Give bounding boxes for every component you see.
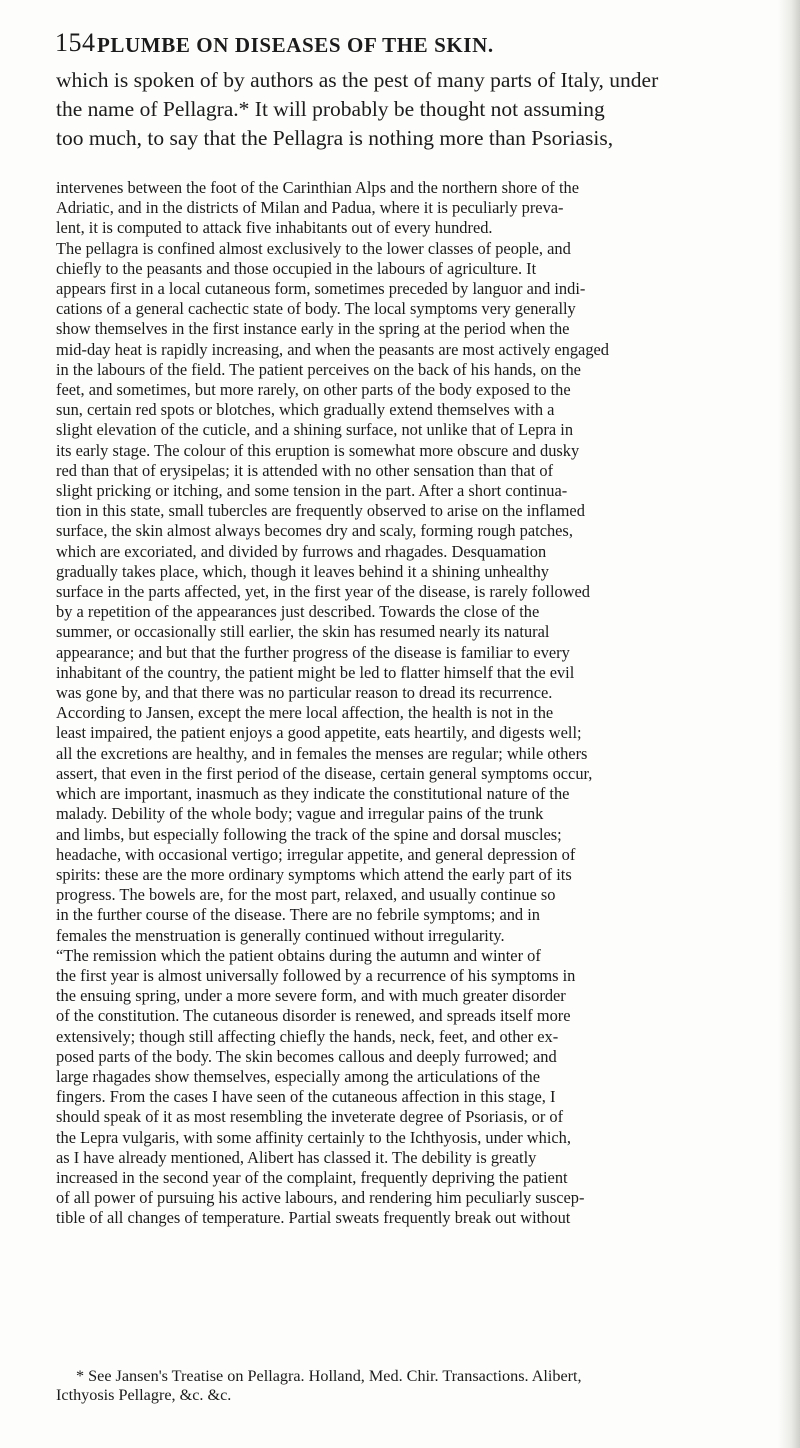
text-line: feet, and sometimes, but more rarely, on other parts of the body exposed to the [56, 380, 571, 400]
text-line: should speak of it as most resembling the inveterate degree of Psoriasis, or of [56, 1107, 564, 1127]
text-line: appears first in a local cutaneous form, sometimes preceded by languor and indi- [56, 279, 586, 299]
text-line: malady. Debility of the whole body; vague and irregular pains of the trunk [56, 804, 544, 824]
text-line: as I have already mentioned, Alibert has classed it. The debility is greatly [56, 1147, 537, 1167]
text-line: females the menstruation is generally continued without irregularity. [56, 925, 505, 945]
text-line: show themselves in the first instance early in the spring at the period when the [56, 319, 570, 339]
text-line: in the further course of the disease. There are no febrile symptoms; and in [56, 905, 540, 925]
text-line: chiefly to the peasants and those occupied in the labours of agriculture. It [56, 258, 537, 278]
text-line: all the excretions are healthy, and in females the menses are regular; while others [56, 743, 588, 763]
body-text [56, 178, 792, 1229]
text-line: gradually takes place, which, though it leaves behind it a shining unhealthy [56, 561, 549, 581]
text-line: spirits: these are the more ordinary symptoms which attend the early part of its [56, 864, 572, 884]
text-line: summer, or occasionally still earlier, the skin has resumed nearly its natural [56, 622, 550, 642]
text-line: was gone by, and that there was no particular reason to dread its recurrence. [56, 683, 553, 703]
text-line: mid-day heat is rapidly increasing, and when the peasants are most actively engaged [56, 339, 609, 359]
text-line: its early stage. The colour of this eruption is somewhat more obscure and dusky [56, 440, 580, 460]
text-line: large rhagades show themselves, especially among the articulations of the [56, 1066, 540, 1086]
running-title: PLUMBE ON DISEASES OF THE SKIN. [97, 33, 494, 57]
text-line: posed parts of the body. The skin becomes callous and deeply furrowed; and [56, 1046, 557, 1066]
text-line: According to Jansen, except the mere local affection, the health is not in the [56, 703, 554, 723]
text-line: Adriatic, and in the districts of Milan and Padua, where it is peculiarly preva- [56, 198, 564, 218]
text-line: extensively; though still affecting chiefly the hands, neck, feet, and other ex- [56, 1026, 559, 1046]
text-line: headache, with occasional vertigo; irregular appetite, and general depression of [56, 844, 576, 864]
footnote [56, 1367, 796, 1405]
footnote-line: * See Jansen's Treatise on Pellagra. Holland, Med. Chir. Transactions. Alibert, [76, 1367, 582, 1385]
text-line: the Lepra vulgaris, with some affinity certainly to the Ichthyosis, under which, [56, 1127, 571, 1147]
text-line: fingers. From the cases I have seen of the cutaneous affection in this stage, I [56, 1087, 556, 1107]
page-number: 154 [55, 28, 96, 57]
text-line: progress. The bowels are, for the most part, relaxed, and usually continue so [56, 885, 556, 905]
text-line: too much, to say that the Pellagra is nothing more than Psoriasis, [56, 126, 614, 150]
text-line: increased in the second year of the complaint, frequently depriving the patient [56, 1167, 568, 1187]
text-line: least impaired, the patient enjoys a good appetite, eats heartily, and digests well; [56, 723, 582, 743]
text-line: “The remission which the patient obtains during the autumn and winter of [56, 945, 541, 965]
text-line: slight pricking or itching, and some tension in the part. After a short continua- [56, 481, 568, 501]
text-line: cations of a general cachectic state of body. The local symptoms very generally [56, 299, 576, 319]
text-line: assert, that even in the first period of the disease, certain general symptoms occur, [56, 763, 593, 783]
text-line: surface, the skin almost always becomes dry and scaly, forming rough patches, [56, 521, 573, 541]
footnote-line: Icthyosis Pellagre, &c. &c. [56, 1386, 232, 1404]
text-line: by a repetition of the appearances just described. Towards the close of the [56, 602, 540, 622]
text-line: the first year is almost universally followed by a recurrence of his symptoms in [56, 965, 576, 985]
text-line: tion in this state, small tubercles are frequently observed to arise on the inflamed [56, 501, 585, 521]
text-line: inhabitant of the country, the patient might be led to flatter himself that the evil [56, 662, 575, 682]
text-line: red than that of erysipelas; it is attended with no other sensation than that of [56, 460, 554, 480]
text-line: of all power of pursuing his active labours, and rendering him peculiarly suscep- [56, 1188, 585, 1208]
text-line: surface in the parts affected, yet, in the first year of the disease, is rarely followed [56, 582, 590, 602]
text-line: the ensuing spring, under a more severe form, and with much greater disorder [56, 986, 566, 1006]
text-line: which are excoriated, and divided by furrows and rhagades. Desquamation [56, 541, 547, 561]
text-line: the name of Pellagra.* It will probably be thought not assuming [56, 97, 605, 121]
text-line: in the labours of the field. The patient perceives on the back of his hands, on the [56, 359, 581, 379]
text-line: which is spoken of by authors as the pest of many parts of Italy, under [56, 68, 659, 92]
text-line: sun, certain red spots or blotches, which gradually extend themselves with a [56, 400, 555, 420]
text-line: intervenes between the foot of the Carinthian Alps and the northern shore of the [56, 178, 579, 197]
running-head [55, 28, 755, 58]
text-line: slight elevation of the cuticle, and a shining surface, not unlike that of Lepra in [56, 420, 574, 440]
text-line: lent, it is computed to attack five inhabitants out of every hundred. [56, 218, 493, 238]
text-line: The pellagra is confined almost exclusively to the lower classes of people, and [56, 238, 571, 258]
text-line: appearance; and but that the further progress of the disease is familiar to every [56, 642, 570, 662]
text-line: tible of all changes of temperature. Partial sweats frequently break out without [56, 1208, 571, 1228]
intro-paragraph [56, 66, 796, 153]
text-line: of the constitution. The cutaneous disorder is renewed, and spreads itself more [56, 1006, 571, 1026]
text-line: which are important, inasmuch as they indicate the constitutional nature of the [56, 784, 570, 804]
text-line: and limbs, but especially following the track of the spine and dorsal muscles; [56, 824, 562, 844]
